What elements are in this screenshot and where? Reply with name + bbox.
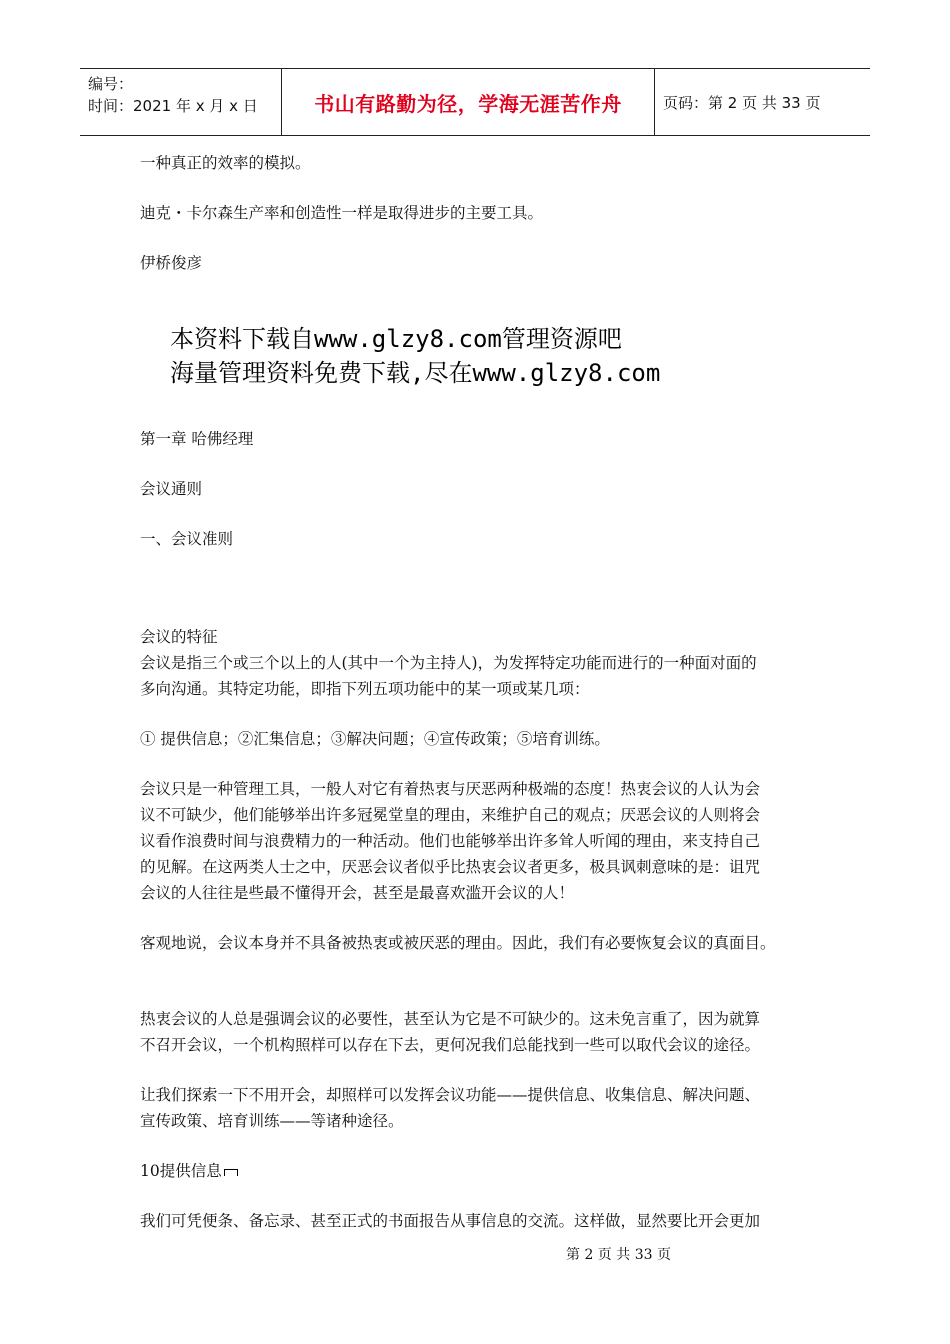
feature-title: 会议的特征: [140, 628, 218, 646]
header-page-info: 页码：第 2 页 共 33 页: [663, 93, 821, 112]
paragraph-line: 客观地说，会议本身并不具备被热衷或被厌恶的理由。因此，我们有必要恢复会议的真面目。: [140, 934, 776, 952]
header-motto: 书山有路勤为径，学海无涯苦作舟: [282, 69, 655, 135]
section-title: 会议通则: [140, 480, 203, 498]
number-label: 编号：: [88, 75, 134, 93]
document-body: [140, 150, 820, 1234]
header-meta: [80, 69, 282, 135]
ad-banner: [170, 322, 660, 390]
paragraph-line: 的见解。在这两类人士之中，厌恶会议者似乎比热衷会议者更多，极具讽刺意味的是：诅咒: [140, 858, 761, 876]
item-heading: [140, 1158, 820, 1184]
paragraph-line: 不召开会议，一个机构照样可以存在下去，更何况我们总能找到一些可以取代会议的途径。: [140, 1036, 761, 1054]
ad-line-1: 本资料下载自www.glzy8.com管理资源吧: [170, 325, 622, 353]
item-heading-text: 10提供信息: [140, 1162, 222, 1180]
body-line: 迪克・卡尔森生产率和创造性一样是取得进步的主要工具。: [140, 204, 544, 222]
function-list: ① 提供信息；②汇集信息；③解决问题；④宣传政策；⑤培育训练。: [140, 730, 610, 748]
paragraph-line: 会议是指三个或三个以上的人(其中一个为主持人)，为发挥特定功能而进行的一种面对面的: [140, 654, 757, 672]
paragraph-line: 会议的人往往是些最不懂得开会，甚至是最喜欢滥开会议的人！: [140, 884, 575, 902]
paragraph-line: 让我们探索一下不用开会，却照样可以发挥会议功能——提供信息、收集信息、解决问题、: [140, 1086, 761, 1104]
paragraph-line: 热衷会议的人总是强调会议的必要性，甚至认为它是不可缺少的。这未免言重了，因为就算: [140, 1010, 761, 1028]
chapter-title: 第一章 哈佛经理: [140, 430, 254, 448]
ad-line-2: 海量管理资料免费下载,尽在www.glzy8.com: [170, 359, 661, 387]
page-footer: 第 2 页 共 33 页: [566, 1247, 671, 1263]
paragraph-line: 我们可凭便条、备忘录、甚至正式的书面报告从事信息的交流。这样做，显然要比开会更加: [140, 1212, 761, 1230]
bracket-mark-icon: [224, 1169, 238, 1176]
paragraph-line: 议看作浪费时间与浪费精力的一种活动。他们也能够举出许多耸人听闻的理由，来支持自己: [140, 832, 761, 850]
body-line: 一种真正的效率的模拟。: [140, 154, 311, 172]
paragraph-line: 议不可缺少，他们能够举出许多冠冕堂皇的理由，来维护自己的观点；厌恶会议的人则将会: [140, 806, 761, 824]
paragraph-line: 宣传政策、培育训练——等诸种途径。: [140, 1112, 404, 1130]
body-line: 伊桥俊彦: [140, 254, 203, 272]
paragraph-line: 会议只是一种管理工具，一般人对它有着热衷与厌恶两种极端的态度！热衷会议的人认为会: [140, 780, 761, 798]
subsection-title: 一、会议准则: [140, 530, 234, 548]
paragraph-line: 多向沟通。其特定功能，即指下列五项功能中的某一项或某几项：: [140, 680, 590, 698]
time-label: 时间：2021 年 x 月 x 日: [88, 97, 258, 115]
page-header: [80, 68, 870, 136]
